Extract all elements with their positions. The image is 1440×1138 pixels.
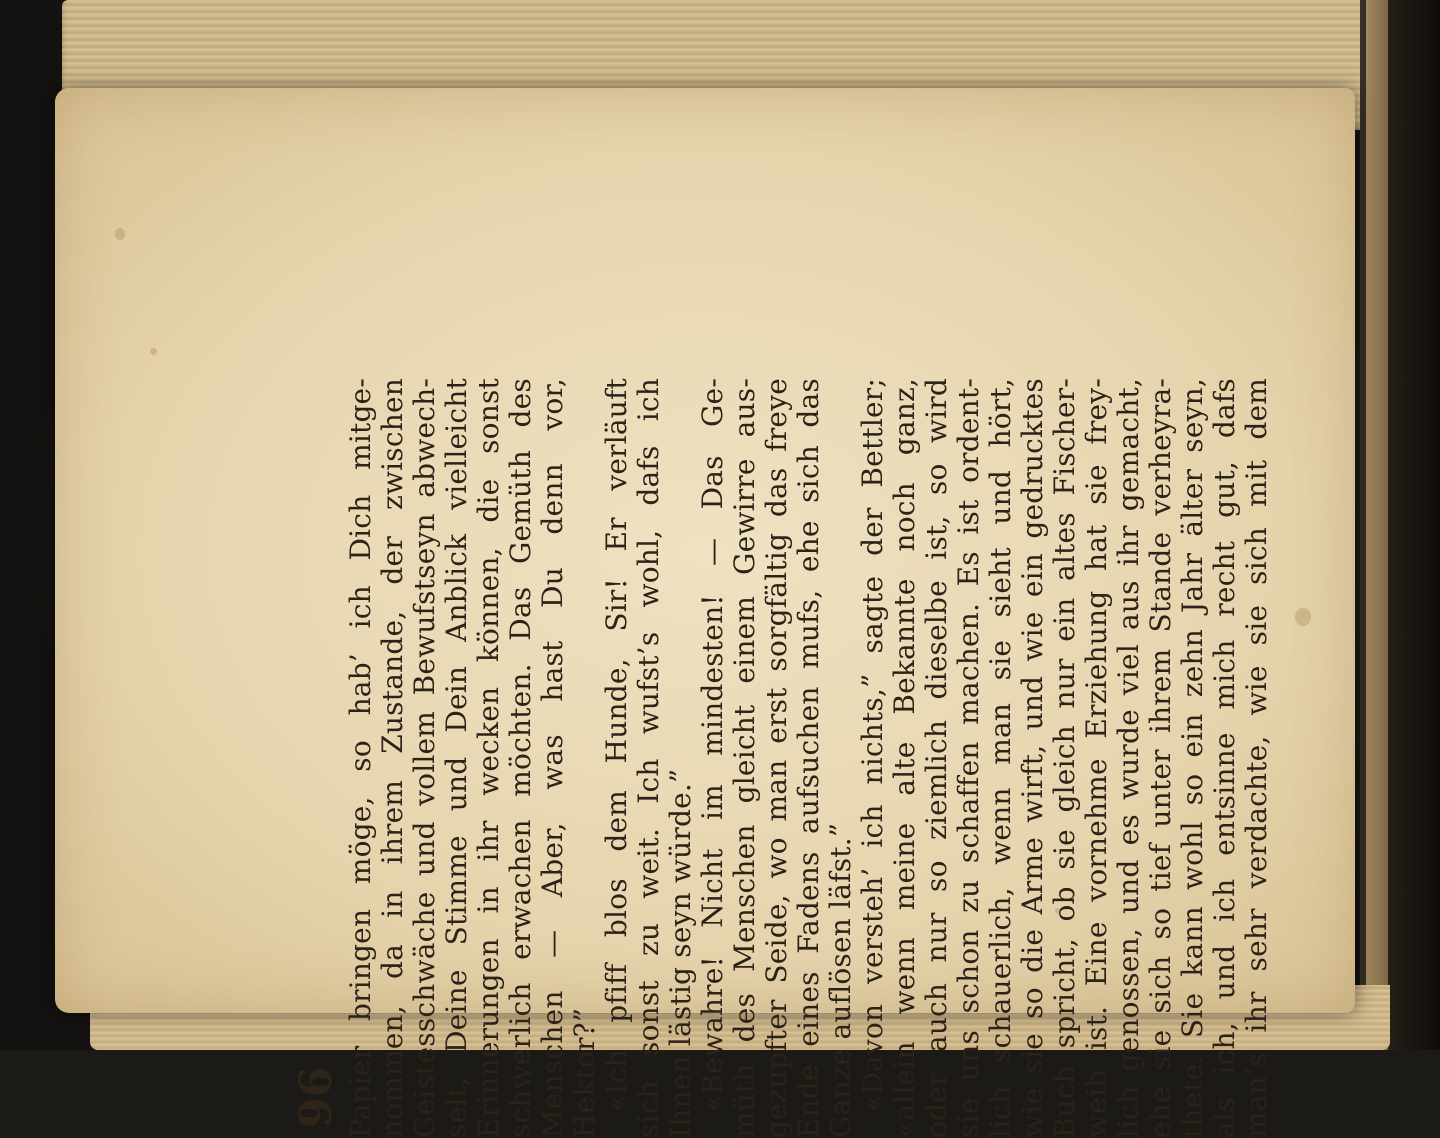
text-line: Buch spricht, ob sie gleich nur ein altes Fischer-	[1048, 378, 1081, 1138]
text-line: thete. Sie kann wohl so ein zehn Jahr älter seyn,	[1176, 378, 1209, 1138]
text-line: Papier bringen möge, so hab’ ich Dich mitge-	[344, 378, 377, 1138]
page-text-inner	[291, 378, 1273, 1138]
foxing-spot	[150, 348, 157, 355]
text-line: als ich, und ich entsinne mich recht gut, dafs	[1208, 378, 1241, 1138]
text-line: Ihnen lästig seyn würde.”	[664, 768, 697, 1138]
text-line: «Davon versteh’ ich nichts,” sagte der Bettler;	[856, 378, 889, 1112]
text-line: lich genossen, und es wurde viel aus ihr gemacht,	[1112, 378, 1145, 1138]
text-line: «Bewahre! Nicht im mindesten! — Das Ge-	[696, 378, 729, 1112]
text-line: Geistesschwäche und vollem Bewufstseyn abwech-	[408, 378, 441, 1138]
text-line: Erinnerungen in ihr wecken können, die sonst	[472, 378, 505, 1138]
text-line: lich schauerlich, wenn man sie sieht und hört,	[984, 378, 1017, 1138]
page-text-block	[291, 378, 1273, 1138]
text-line: sich sonst zu weit. Ich wufst’s wohl, dafs ich	[632, 378, 665, 1138]
text-line: Ganze auflösen läfst.”	[824, 822, 857, 1138]
text-line: Hektor?”	[568, 1007, 601, 1138]
text-line: Menschen — Aber, was hast Du denn vor,	[536, 378, 569, 1138]
book-page-fore-edge	[1366, 0, 1388, 1050]
text-line: man’s ihr sehr verdachte, wie sie sich mit dem	[1240, 378, 1273, 1138]
text-line: «Ich pfiff blos dem Hunde, Sir! Er verläuft	[600, 378, 633, 1112]
text-line: oder auch nur so ziemlich dieselbe ist, so wird	[920, 378, 953, 1138]
text-line: wie sie so die Arme wirft, und wie ein gedrucktes	[1016, 378, 1049, 1138]
text-line: gezupfter Seide, wo man erst sorgfältig das freye	[760, 378, 793, 1138]
text-line: schwerlich erwachen möchten. Das Gemüth des	[504, 378, 537, 1138]
text-line: «allein wenn meine alte Bekannte noch ganz,	[888, 378, 921, 1138]
text-line: selt, Deine Stimme und Dein Anblick vielleicht	[440, 378, 473, 1138]
text-line: nommen, da in ihrem Zustande, der zwischen	[376, 378, 409, 1138]
foxing-spot	[115, 228, 125, 240]
text-line: müth des Menschen gleicht einem Gewirre aus-	[728, 378, 761, 1138]
text-lines	[345, 378, 1273, 1138]
text-line: weib ist. Eine vornehme Erziehung hat sie frey-	[1080, 378, 1113, 1138]
book-page	[55, 88, 1355, 1138]
foxing-spot	[1295, 608, 1311, 626]
text-line: Ende eines Fadens aufsuchen mufs, ehe sich das	[792, 378, 825, 1138]
text-line: sie uns schon zu schaffen machen. Es ist ordent-	[952, 378, 985, 1138]
page-number: 96	[291, 1066, 342, 1128]
text-line: ehe sie sich so tief unter ihrem Stande verheyra-	[1144, 378, 1177, 1138]
